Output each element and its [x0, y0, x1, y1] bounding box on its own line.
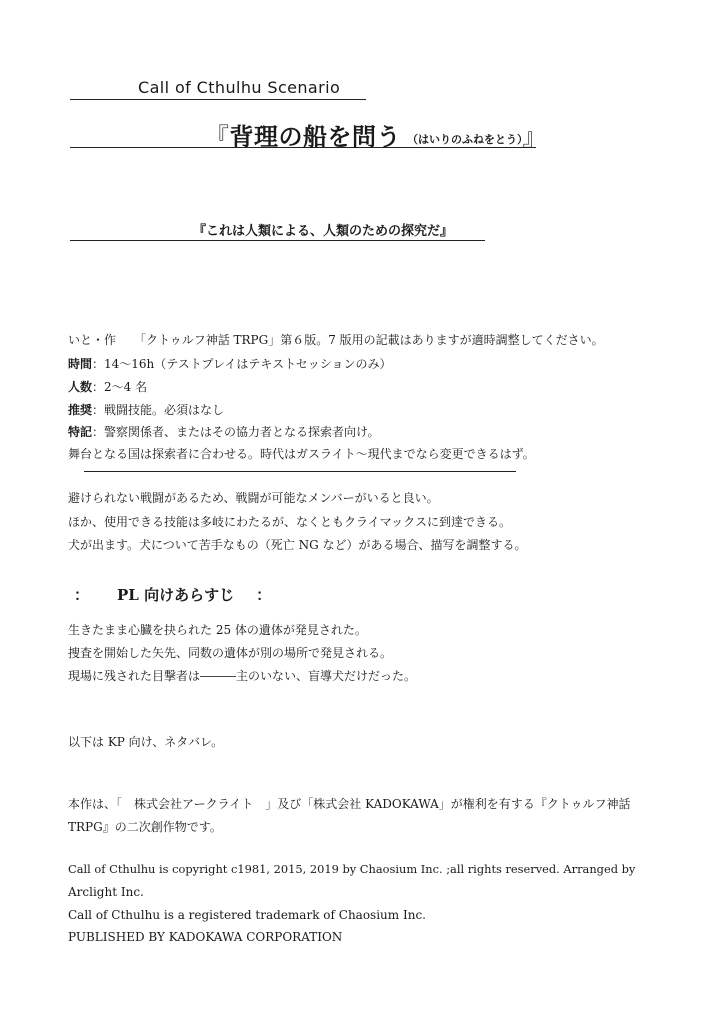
notes-value: ：警察関係者、またはその協力者となる探索者向け。	[92, 425, 380, 439]
tagline: 『これは人類による、人類のための探究だ』	[193, 224, 454, 239]
section-divider	[84, 471, 516, 472]
recommend-label: 推奨	[68, 403, 93, 417]
rights-line: TRPG』の二次創作物です。	[68, 820, 222, 834]
title-underline	[70, 147, 536, 148]
time-label: 時間	[68, 357, 93, 371]
synopsis-heading	[74, 584, 271, 605]
title-reading: （はいりのふねをとう）	[407, 133, 523, 146]
time-value: ：14〜16h（テストプレイはテキストセッションのみ）	[92, 357, 392, 371]
series-underline	[70, 99, 366, 100]
note-line: 犬が出ます。犬について苦手なもの（死亡 NG など）がある場合、描写を調整する。	[68, 538, 527, 552]
synopsis-line: 捜査を開始した矢先、同数の遺体が別の場所で発見される。	[68, 646, 393, 660]
title-text: 背理の船を問う	[229, 122, 401, 151]
note-line: ほか、使用できる技能は多岐にわたるが、なくともクライマックスに到達できる。	[68, 515, 512, 529]
time-row	[68, 358, 392, 370]
players-label: 人数	[68, 380, 93, 394]
note-line: 避けられない戦闘があるため、戦闘が可能なメンバーがいると良い。	[68, 491, 439, 505]
notes-row	[68, 426, 380, 438]
copyright-line: Arclight Inc.	[68, 885, 144, 899]
synopsis-line: 現場に残された目撃者は―――主のいない、盲導犬だけだった。	[68, 669, 417, 683]
recommend-value: ：戦闘技能。必須はなし	[92, 403, 225, 417]
setting-line: 舞台となる国は探索者に合わせる。時代はガスライト〜現代までなら変更できるはず。	[68, 447, 535, 461]
tagline-underline	[70, 240, 485, 241]
rights-line: 本作は、「 株式会社アークライト 」及び「株式会社 KADOKAWA」が権利を有する『クトゥルフ神話	[68, 797, 631, 811]
copyright-line: PUBLISHED BY KADOKAWA CORPORATION	[68, 930, 343, 944]
copyright-line: Call of Cthulhu is a registered trademark of Chaosium Inc.	[68, 908, 426, 922]
copyright-line: Call of Cthulhu is copyright c1981, 2015, 2019 by Chaosium Inc. ;all rights reserved. Arranged by	[68, 862, 636, 876]
synopsis-heading-text: PL 向けあらすじ	[117, 586, 235, 604]
notes-label: 特記	[68, 425, 93, 439]
author-line: いと・作 「クトゥルフ神話 TRPG」第６版。7 版用の記載はありますが適時調整してください。	[68, 333, 604, 347]
title-open-bracket: 『	[205, 123, 230, 151]
players-row	[68, 381, 147, 393]
players-value: ：2〜4 名	[92, 380, 148, 394]
title-close-bracket: 』	[522, 123, 547, 151]
recommend-row	[68, 404, 224, 416]
heading-colon-left: ：	[74, 586, 90, 604]
series-label: Call of Cthulhu Scenario	[138, 78, 341, 97]
heading-colon-right: ：	[256, 586, 272, 604]
synopsis-line: 生きたまま心臓を抉られた 25 体の遺体が発見された。	[68, 623, 367, 637]
spoiler-note: 以下は KP 向け、ネタバレ。	[68, 735, 224, 749]
